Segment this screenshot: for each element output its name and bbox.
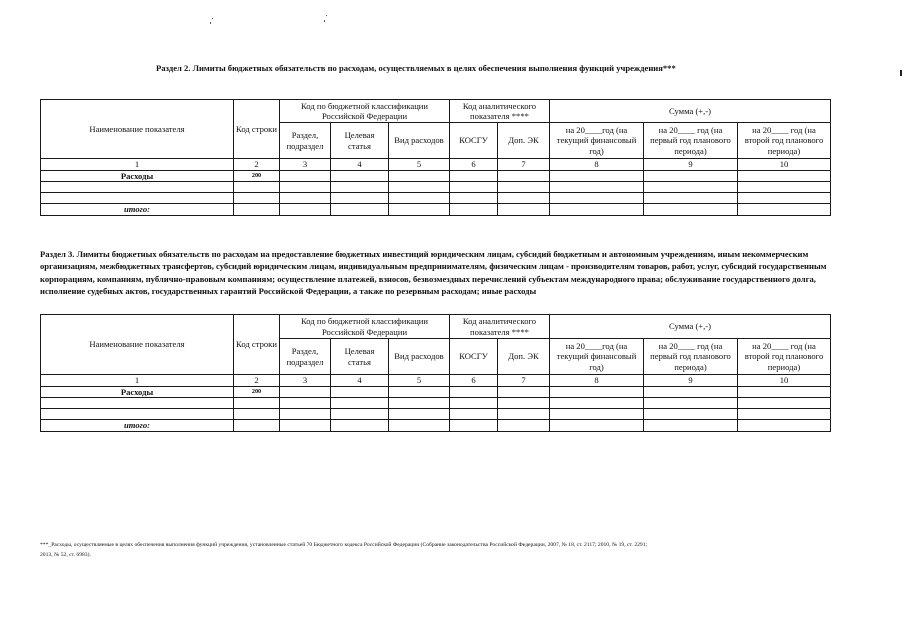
col-number: 7: [498, 375, 550, 387]
empty-cell: [280, 170, 331, 182]
empty-cell: [331, 386, 389, 398]
empty-cell: [389, 398, 450, 409]
empty-cell: [644, 386, 738, 398]
col-number: 6: [450, 159, 498, 171]
header-year-second: на 20____ год (на второй год планового периода): [738, 123, 831, 159]
empty-cell: [450, 386, 498, 398]
row-total-label: итого:: [41, 204, 234, 216]
empty-cell: [550, 386, 644, 398]
col-number: 2: [234, 159, 280, 171]
empty-cell: [498, 204, 550, 216]
empty-cell: [234, 398, 280, 409]
header-kosgu: КОСГУ: [450, 123, 498, 159]
empty-cell: [389, 193, 450, 204]
header-expense-type: Вид расходов: [389, 339, 450, 375]
header-budget-classification: Код по бюджетной классификации Российской Федерации: [280, 315, 450, 339]
section-2-title: Раздел 2. Лимиты бюджетных обязательств по расходам, осуществляемых в целях обеспечения выполнения функций учреждения***: [156, 63, 676, 73]
empty-cell: [450, 193, 498, 204]
col-number: 8: [550, 375, 644, 387]
scan-speck: [210, 22, 211, 24]
header-indicator-name: Наименование показателя: [41, 100, 234, 159]
row-expenses-label: Расходы: [41, 170, 234, 182]
empty-cell: [331, 204, 389, 216]
header-dop-ek: Доп. ЭК: [498, 123, 550, 159]
empty-cell: [331, 398, 389, 409]
col-number: 9: [644, 375, 738, 387]
scan-speck: [324, 20, 325, 22]
empty-cell: [41, 182, 234, 193]
header-amount: Сумма (+,-): [550, 100, 831, 123]
empty-cell: [450, 182, 498, 193]
col-number: 10: [738, 375, 831, 387]
empty-cell: [644, 170, 738, 182]
row-expenses-label: Расходы: [41, 386, 234, 398]
col-number: 8: [550, 159, 644, 171]
col-number: 6: [450, 375, 498, 387]
empty-cell: [234, 204, 280, 216]
header-analytic-code: Код аналитического показателя ****: [450, 315, 550, 339]
header-budget-classification: Код по бюджетной классификации Российской Федерации: [280, 100, 450, 123]
footnote: ***_Расходы, осуществляемые в целях обеспечения выполнения функций учреждения, установленные статьей 70 Бюджетного кодекса Российской Федерации (Собрание законодательства Российской Федерации, 2007, № 18, ст. 2117; 2010, № 19, ст. 2291; 2013, № 52, ст. 6983).: [40, 542, 648, 558]
empty-cell: [450, 170, 498, 182]
empty-cell: [738, 386, 831, 398]
row-total-label: итого:: [41, 420, 234, 432]
empty-cell: [498, 409, 550, 420]
empty-cell: [41, 193, 234, 204]
empty-cell: [498, 182, 550, 193]
header-year-current: на 20____год (на текущий финансовый год): [550, 123, 644, 159]
empty-cell: [644, 409, 738, 420]
empty-cell: [644, 420, 738, 432]
empty-cell: [738, 182, 831, 193]
header-target-article: Целевая статья: [331, 339, 389, 375]
empty-cell: [550, 182, 644, 193]
header-indicator-name: Наименование показателя: [41, 315, 234, 375]
col-number: 5: [389, 375, 450, 387]
empty-cell: [498, 193, 550, 204]
empty-cell: [498, 170, 550, 182]
header-dop-ek: Доп. ЭК: [498, 339, 550, 375]
header-section: Раздел, подраздел: [280, 339, 331, 375]
empty-cell: [280, 420, 331, 432]
empty-cell: [234, 420, 280, 432]
empty-cell: [389, 409, 450, 420]
empty-cell: [389, 204, 450, 216]
empty-cell: [331, 420, 389, 432]
empty-cell: [331, 170, 389, 182]
header-analytic-code: Код аналитического показателя ****: [450, 100, 550, 123]
empty-cell: [331, 182, 389, 193]
col-number: 7: [498, 159, 550, 171]
empty-cell: [280, 182, 331, 193]
section-3-table: [40, 314, 831, 432]
empty-cell: [280, 398, 331, 409]
empty-cell: [550, 170, 644, 182]
empty-cell: [738, 193, 831, 204]
empty-cell: [450, 204, 498, 216]
header-kosgu: КОСГУ: [450, 339, 498, 375]
empty-cell: [280, 204, 331, 216]
empty-cell: [738, 420, 831, 432]
scan-edge-mark: [900, 70, 902, 76]
col-number: 3: [280, 159, 331, 171]
empty-cell: [234, 409, 280, 420]
empty-cell: [234, 193, 280, 204]
empty-cell: [550, 420, 644, 432]
section-2-table: [40, 99, 831, 216]
empty-cell: [280, 386, 331, 398]
empty-cell: [450, 398, 498, 409]
empty-cell: [41, 409, 234, 420]
header-year-first: на 20____ год (на первый год планового периода): [644, 123, 738, 159]
empty-cell: [644, 182, 738, 193]
empty-cell: [331, 409, 389, 420]
header-section: Раздел, подраздел: [280, 123, 331, 159]
scan-speck: [326, 15, 327, 16]
row-expenses-code: 200: [234, 170, 280, 182]
empty-cell: [738, 398, 831, 409]
empty-cell: [280, 193, 331, 204]
empty-cell: [644, 398, 738, 409]
empty-cell: [738, 170, 831, 182]
empty-cell: [41, 398, 234, 409]
col-number: 10: [738, 159, 831, 171]
col-number: 4: [331, 159, 389, 171]
header-row-code: Код строки: [234, 100, 280, 159]
empty-cell: [498, 420, 550, 432]
empty-cell: [550, 204, 644, 216]
header-row-code: Код строки: [234, 315, 280, 375]
col-number: 1: [41, 375, 234, 387]
empty-cell: [550, 193, 644, 204]
empty-cell: [644, 193, 738, 204]
header-year-second: на 20____ год (на второй год планового периода): [738, 339, 831, 375]
header-target-article: Целевая статья: [331, 123, 389, 159]
empty-cell: [389, 386, 450, 398]
empty-cell: [550, 409, 644, 420]
col-number: 1: [41, 159, 234, 171]
header-year-current: на 20____год (на текущий финансовый год): [550, 339, 644, 375]
header-expense-type: Вид расходов: [389, 123, 450, 159]
empty-cell: [389, 420, 450, 432]
col-number: 2: [234, 375, 280, 387]
col-number: 5: [389, 159, 450, 171]
empty-cell: [644, 204, 738, 216]
empty-cell: [234, 182, 280, 193]
col-number: 9: [644, 159, 738, 171]
empty-cell: [550, 398, 644, 409]
empty-cell: [389, 182, 450, 193]
empty-cell: [331, 193, 389, 204]
empty-cell: [450, 409, 498, 420]
empty-cell: [738, 409, 831, 420]
section-3-title: Раздел 3. Лимиты бюджетных обязательств по расходам на предоставление бюджетных инвестиций юридическим лицам, субсидий бюджетным и автономным учреждениям, иным некоммерческим организациям, межбюджетных трансфертов, субсидий юридическим лицам, индивидуальным предпринимателям, физическим лицам - производителям товаров, работ, услуг, субсидий государственным корпорациям, компаниям, публично-правовым компаниям; осуществление платежей, взносов, безвозмездных перечислений субъектам международного права; обслуживание государственного долга, исполнение судебных актов, государственных гарантий Российской Федерации, а также по резервным расходам; иные расходы: [40, 249, 827, 297]
col-number: 4: [331, 375, 389, 387]
header-year-first: на 20____ год (на первый год планового периода): [644, 339, 738, 375]
empty-cell: [450, 420, 498, 432]
empty-cell: [738, 204, 831, 216]
empty-cell: [389, 170, 450, 182]
row-expenses-code: 200: [234, 386, 280, 398]
empty-cell: [280, 409, 331, 420]
scan-speck: [212, 18, 213, 19]
empty-cell: [498, 386, 550, 398]
empty-cell: [498, 398, 550, 409]
col-number: 3: [280, 375, 331, 387]
header-amount: Сумма (+,-): [550, 315, 831, 339]
